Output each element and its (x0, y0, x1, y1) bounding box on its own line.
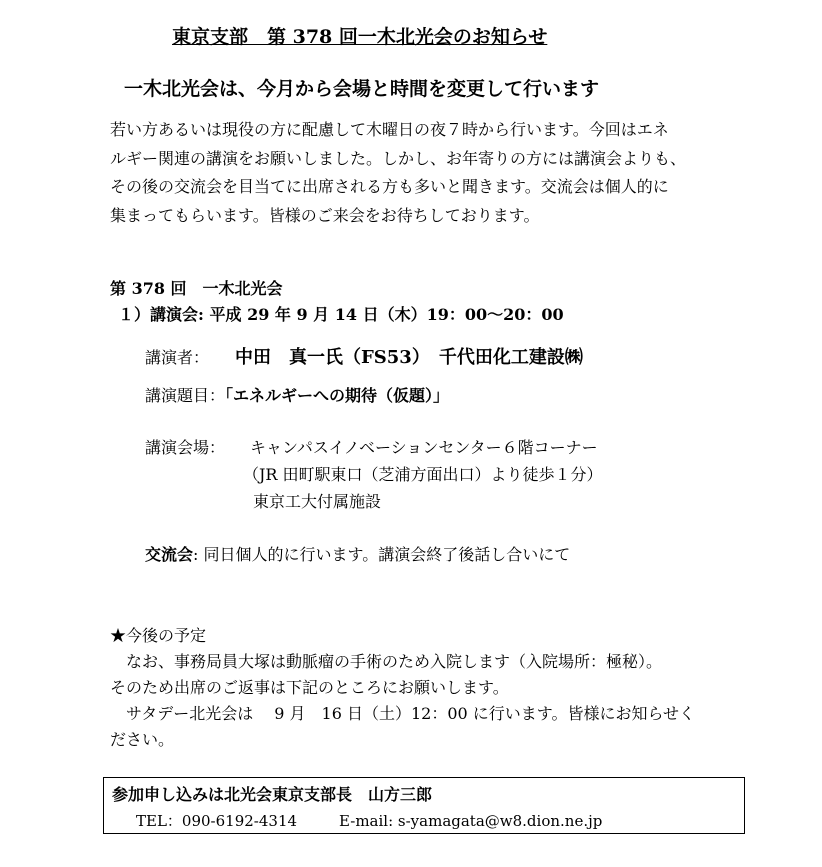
lecture-label: １）講演会 (118, 305, 199, 324)
topic-line (145, 383, 449, 406)
exchange-text: : 同日個人的に行います。講演会終了後話し合いにて (193, 545, 571, 564)
page-title: 東京支部 第 378 回一木北光会のお知らせ (172, 26, 548, 48)
contact-tel: TEL：090-6192-4314 (136, 812, 298, 830)
venue-label: 講演会場： (145, 438, 226, 457)
intro-line: ルギー関連の講演をお願いしました。しかし、お年寄りの方には講演会よりも、 (110, 148, 687, 168)
schedule-heading: ★今後の予定 (110, 626, 207, 645)
venue-facility: 東京工大付属施設 (253, 492, 382, 511)
intro-line: 若い方あるいは現役の方に配慮して木曜日の夜７時から行います。今回はエネ (110, 120, 669, 139)
meeting-heading: 第 378 回 一木北光会 (110, 279, 283, 298)
contact-heading: 参加申し込みは北光会東京支部長 山方三郎 (112, 785, 433, 804)
topic-label: 講演題目： (145, 386, 226, 405)
lecture-datetime: : 平成 29 年 9 月 14 日（木）19：00〜20：00 (198, 305, 564, 324)
exchange-label: 交流会 (145, 545, 194, 564)
lecture-line (118, 302, 564, 325)
venue-name: キャンパスイノベーションセンター６階コーナー (250, 438, 598, 457)
page-subtitle: 一木北光会は、今月から会場と時間を変更して行います (124, 78, 600, 100)
schedule-line: サタデー北光会は 9 月 16 日（土）12：00 に行います。皆様にお知らせく (110, 704, 696, 723)
intro-line: その後の交流会を目当てに出席される方も多いと聞きます。交流会は個人的に (110, 177, 669, 196)
schedule-line: なお、事務局員大塚は動脈瘤の手術のため入院します（入院場所：極秘）。 (110, 652, 663, 671)
contact-email: E-mail: s-yamagata@w8.dion.ne.jp (339, 812, 603, 830)
exchange-line (145, 542, 570, 565)
venue-access: （JR 田町駅東口（芝浦方面出口）より徒歩１分） (243, 465, 603, 484)
contact-details (136, 810, 602, 831)
contact-box (103, 777, 745, 834)
intro-line: 集まってもらいます。皆様のご来会をお待ちしております。 (110, 205, 540, 225)
speaker-label: 講演者： (145, 348, 210, 367)
intro-paragraph (110, 116, 686, 230)
schedule-line: そのため出席のご返事は下記のところにお願いします。 (110, 678, 509, 697)
schedule-line: ださい。 (110, 730, 175, 749)
topic-title: 「エネルギーへの期待（仮題）」 (225, 386, 450, 405)
speaker-line (145, 343, 583, 369)
schedule-text (110, 649, 695, 753)
speaker-name: 中田 真一氏（FS53） 千代田化工建設㈱ (235, 347, 583, 368)
